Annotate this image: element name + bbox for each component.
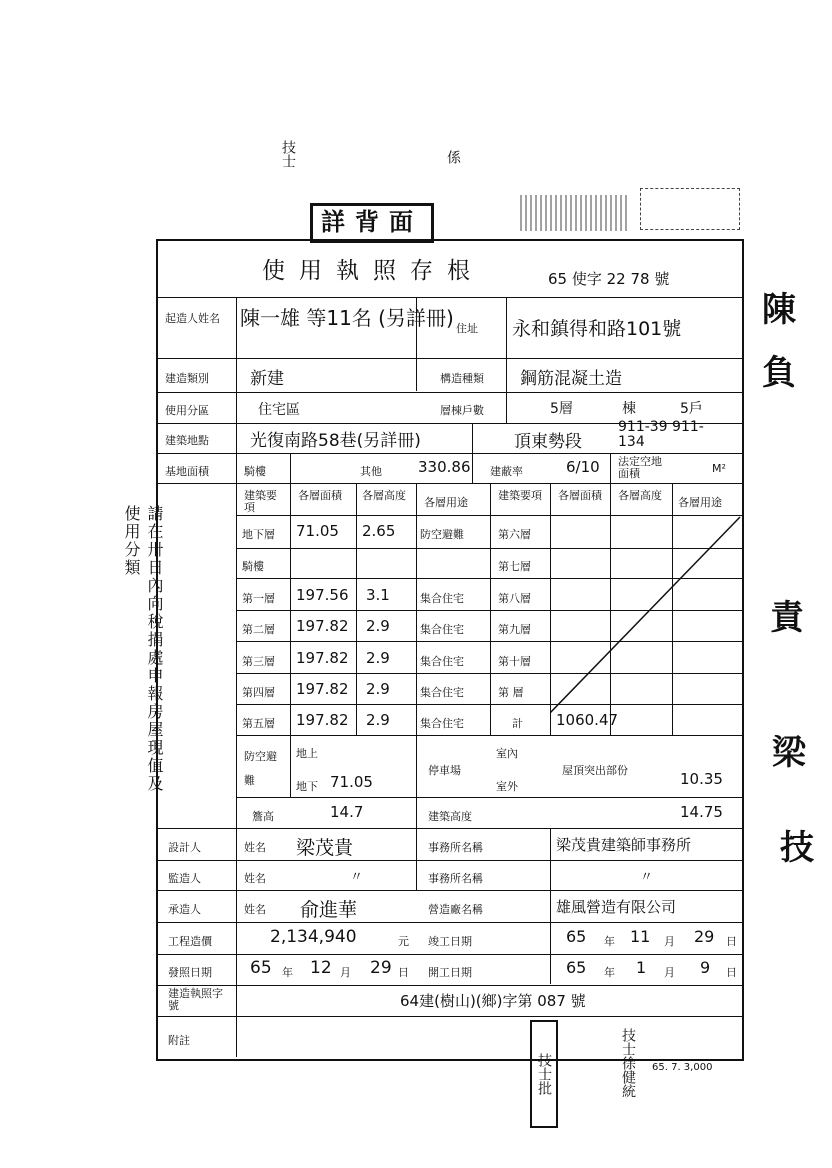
- floor-use: 集合住宅: [420, 592, 464, 605]
- floor-height: 2.9: [366, 617, 390, 635]
- designer-name: 梁茂貴: [296, 837, 354, 859]
- floor-name: 騎樓: [242, 560, 264, 573]
- right-margin-char: 梁: [772, 733, 806, 773]
- floor-height: 2.9: [366, 711, 390, 729]
- parking-outdoor: 室外: [496, 780, 518, 793]
- building-class-label: 建造類別: [165, 372, 209, 385]
- technician-signature: 技士徐健統: [620, 1028, 636, 1098]
- received-stamp: [520, 195, 630, 231]
- floor-name-right: 第八層: [498, 592, 531, 605]
- floor-height: 2.9: [366, 649, 390, 667]
- received-stamp-2: [640, 188, 740, 230]
- supervisor-name-label: 姓名: [244, 872, 266, 885]
- floor-name: 第五層: [242, 717, 275, 730]
- start-date-label: 開工日期: [428, 966, 472, 979]
- parking-indoor: 室內: [496, 747, 518, 760]
- cost-value: 2,134,940: [270, 927, 357, 947]
- contractor-firm-label: 營造廠名稱: [428, 903, 483, 916]
- structure-label: 構造種類: [440, 372, 484, 385]
- print-code: 65. 7. 3,000: [652, 1062, 713, 1073]
- floors-units-label: 層棟戶數: [440, 404, 484, 417]
- roof-label: 屋頂突出部份: [562, 764, 628, 777]
- other-label: 其他: [360, 465, 382, 478]
- lot-numbers: 911-39 911-134: [618, 419, 704, 450]
- zoning-value: 住宅區: [258, 402, 300, 418]
- parking-label: 停車場: [428, 764, 461, 777]
- year-unit: 年: [604, 966, 615, 979]
- floor-height: 2.9: [366, 680, 390, 698]
- floor-area: 71.05: [296, 522, 339, 540]
- floor-name-right: 第九層: [498, 623, 531, 636]
- build-permit-value: 64建(樹山)(鄉)字第 087 號: [400, 992, 586, 1010]
- roof-value: 10.35: [680, 770, 723, 788]
- right-margin-char: 負: [762, 353, 796, 393]
- building-class-value: 新建: [250, 369, 284, 389]
- start-year: 65: [566, 958, 587, 977]
- site-area-label: 基地面積: [165, 465, 209, 478]
- top-handwritten-mark: 係: [445, 150, 461, 164]
- designer-name-label: 姓名: [244, 841, 266, 854]
- page-title: 使用執照存根: [262, 258, 484, 284]
- units-value: 5戶: [680, 401, 703, 417]
- floor-name: 第二層: [242, 623, 275, 636]
- col-header: 各層高度: [362, 489, 406, 502]
- coverage-value: 6/10: [566, 458, 600, 476]
- right-margin-char: 技: [780, 828, 814, 868]
- shelter-below-value: 71.05: [330, 773, 373, 791]
- blocks-value: 棟: [622, 401, 636, 417]
- designer-office-label: 事務所名稱: [428, 841, 483, 854]
- site-value: 光復南路58巷(另詳冊): [250, 431, 421, 451]
- day-unit: 日: [726, 935, 737, 948]
- col-header: 各層用途: [678, 496, 722, 509]
- start-month: 1: [636, 958, 647, 977]
- supervisor-name: 〃: [350, 870, 364, 885]
- cost-unit: 元: [398, 935, 409, 948]
- col-header: 各層面積: [298, 489, 342, 502]
- tax-notice: 請在卅日內向稅捐處申報房屋現值及使用分類: [122, 505, 164, 793]
- designer-label: 設計人: [168, 841, 201, 854]
- approval-seal: 技士批: [530, 1020, 558, 1128]
- contractor-name-label: 姓名: [244, 903, 266, 916]
- building-height-label: 建築高度: [428, 810, 472, 823]
- completion-label: 竣工日期: [428, 935, 472, 948]
- floor-area: 197.56: [296, 586, 349, 604]
- supervisor-office: 〃: [640, 870, 654, 885]
- eave-height-value: 14.7: [330, 803, 364, 821]
- month-unit: 月: [664, 966, 675, 979]
- structure-value: 鋼筋混凝土造: [520, 369, 622, 389]
- permit-number: 65 使字 22 78 號: [548, 270, 670, 288]
- shelter-above: 地上: [296, 747, 318, 760]
- contractor-label: 承造人: [168, 903, 201, 916]
- start-day: 9: [700, 958, 711, 977]
- address-value: 永和鎮得和路101號: [512, 318, 682, 340]
- floor-name: 地下層: [242, 528, 275, 541]
- floor-use: 集合住宅: [420, 623, 464, 636]
- col-header: 各層用途: [424, 496, 468, 509]
- floor-name: 第一層: [242, 592, 275, 605]
- floors-value: 5層: [550, 401, 573, 417]
- floor-area: 197.82: [296, 680, 349, 698]
- shelter-below: 地下: [296, 780, 318, 793]
- floor-name-right: 第六層: [498, 528, 531, 541]
- floor-area: 197.82: [296, 711, 349, 729]
- other-area-value: 330.86: [418, 458, 471, 476]
- total-area: 1060.47: [556, 711, 619, 729]
- building-height-value: 14.75: [680, 803, 723, 821]
- cost-label: 工程造價: [168, 935, 212, 948]
- year-unit: 年: [604, 935, 615, 948]
- issue-date-label: 發照日期: [168, 966, 212, 979]
- shelter-label: 防空避難: [244, 750, 277, 787]
- supervisor-label: 監造人: [168, 872, 201, 885]
- open-area-label: 法定空地面積: [618, 455, 662, 480]
- completion-month: 11: [630, 927, 651, 946]
- completion-year: 65: [566, 927, 587, 946]
- site-label: 建築地點: [165, 434, 209, 447]
- floor-use: 集合住宅: [420, 686, 464, 699]
- top-handwritten-mark: 技士: [280, 140, 296, 168]
- floor-name-right: 第 層: [498, 686, 524, 699]
- right-margin-char: 陳: [762, 290, 796, 330]
- col-header: 建築要項: [244, 489, 277, 514]
- completion-day: 29: [694, 927, 715, 946]
- day-unit: 日: [398, 966, 409, 979]
- total-label: 計: [512, 717, 523, 730]
- contractor-firm: 雄風營造有限公司: [556, 898, 677, 916]
- contractor-name: 俞進華: [300, 899, 358, 921]
- builder-label: 起造人姓名: [165, 312, 220, 325]
- floor-name-right: 第七層: [498, 560, 531, 573]
- builder-name: 陳一雄 等11名 (另詳冊): [240, 306, 454, 330]
- month-unit: 月: [664, 935, 675, 948]
- floor-height: 3.1: [366, 586, 390, 604]
- open-area-unit: M²: [712, 462, 726, 475]
- floor-area: 197.82: [296, 649, 349, 667]
- col-header: 建築要項: [498, 489, 542, 502]
- floor-use: 集合住宅: [420, 717, 464, 730]
- address-label: 住址: [456, 322, 478, 335]
- issue-day: 29: [370, 958, 392, 978]
- col-header: 各層高度: [618, 489, 662, 502]
- floor-name-right: 第十層: [498, 655, 531, 668]
- zoning-label: 使用分區: [165, 404, 209, 417]
- floor-area: 197.82: [296, 617, 349, 635]
- build-permit-label: 建造執照字號: [168, 987, 223, 1012]
- right-margin-char: 責: [770, 598, 804, 638]
- supervisor-office-label: 事務所名稱: [428, 872, 483, 885]
- arcade-label: 騎樓: [244, 465, 266, 478]
- day-unit: 日: [726, 966, 737, 979]
- month-unit: 月: [340, 966, 351, 979]
- floor-height: 2.65: [362, 522, 396, 540]
- detail-back-stamp: 詳背面: [310, 203, 434, 243]
- floor-use: 集合住宅: [420, 655, 464, 668]
- col-header: 各層面積: [558, 489, 602, 502]
- floor-name: 第三層: [242, 655, 275, 668]
- eave-height-label: 簷高: [252, 810, 274, 823]
- lot-section: 頂東勢段: [514, 432, 582, 452]
- coverage-label: 建蔽率: [490, 465, 523, 478]
- floor-name: 第四層: [242, 686, 275, 699]
- year-unit: 年: [282, 966, 293, 979]
- issue-month: 12: [310, 958, 332, 978]
- designer-office: 梁茂貴建築師事務所: [556, 836, 692, 854]
- issue-year: 65: [250, 958, 272, 978]
- remarks-label: 附註: [168, 1034, 190, 1047]
- void-strike-line: [550, 515, 742, 715]
- floor-use: 防空避難: [420, 528, 464, 541]
